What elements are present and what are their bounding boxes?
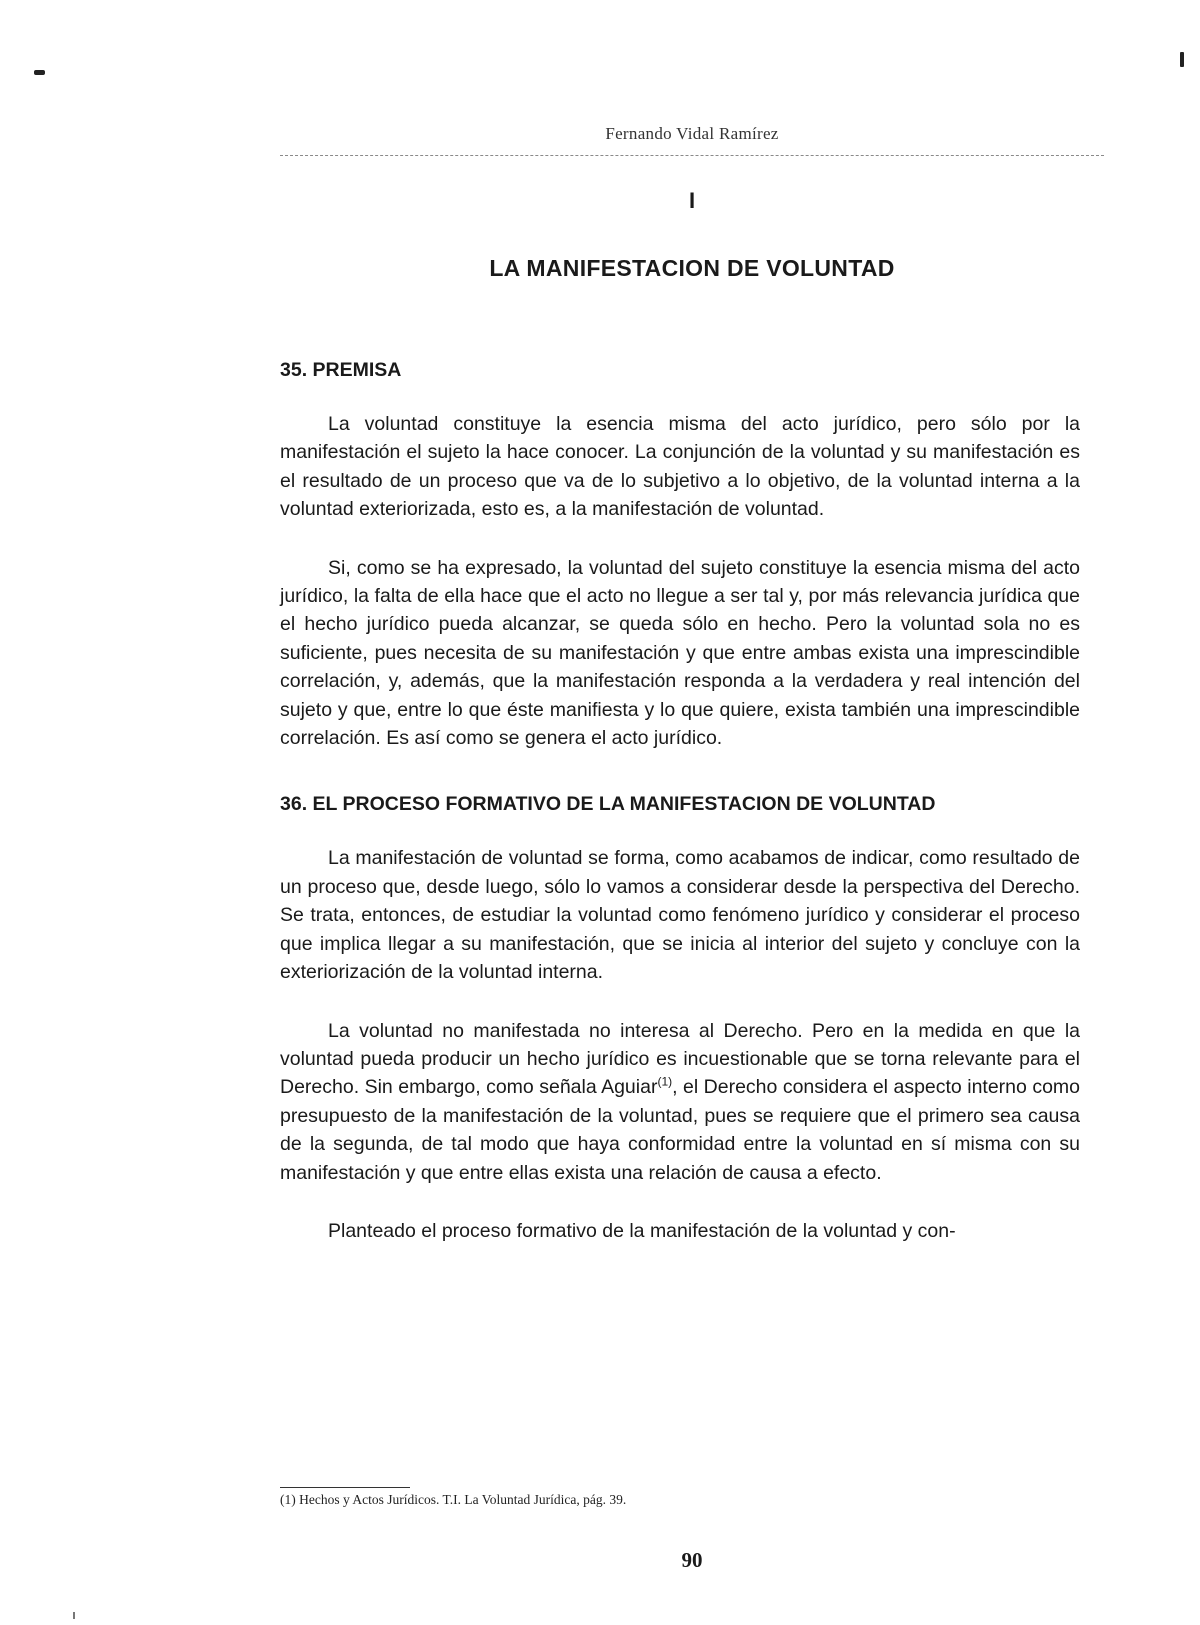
paragraph: Planteado el proceso formativo de la manifestación de la voluntad y con- xyxy=(328,1219,956,1242)
body-text xyxy=(280,358,1080,1245)
section-heading-proceso-formativo: 36. EL PROCESO FORMATIVO DE LA MANIFESTACION DE VOLUNTAD xyxy=(280,793,936,816)
scan-artifact-mark xyxy=(73,1612,75,1619)
paragraph-text: La voluntad no manifestada no interesa al Derecho. Pero en la medida en que la voluntad pueda producir un hecho jurídico es incuestionable que se torna relevante para el Derecho. Sin embargo, como señala Aguiar xyxy=(280,1019,1080,1099)
chapter-numeral: I xyxy=(688,188,696,213)
paragraph-with-footnote-ref xyxy=(280,1017,1080,1187)
footnote-rule xyxy=(280,1487,410,1488)
paragraph: Si, como se ha expresado, la voluntad del sujeto constituye la esencia misma del acto jurídico, la falta de ella hace que el acto no llegue a ser tal y, por más relevancia jurídica que el hecho jurídico pueda alcanzar, se queda sólo en hecho. Pero la voluntad sola no es suficiente, pues necesita de su manifestación y que entre ambas exista una imprescindible correlación, y, además, que la manifestación responda a la verdadera y real intención del sujeto y que, entre lo que éste manifiesta y lo que quiere, exista también una imprescindible correlación. Es así como se genera el acto jurídico. xyxy=(280,556,1080,750)
header-rule xyxy=(280,155,1104,156)
paragraph: La manifestación de voluntad se forma, como acabamos de indicar, como resultado de un proceso que, desde luego, sólo lo vamos a considerar desde la perspectiva del Derecho. Se trata, entonces, de estudiar la voluntad como fenómeno jurídico y considerar el proceso que implica llegar a su manifestación, que se inicia al interior del sujeto y concluye con la exteriorización de la voluntad interna. xyxy=(280,847,1080,984)
scan-artifact-mark xyxy=(34,70,45,75)
footnote-reference: (1) xyxy=(657,1074,673,1089)
footnote: (1) Hechos y Actos Jurídicos. T.I. La Voluntad Jurídica, pág. 39. xyxy=(280,1492,627,1507)
running-head: Fernando Vidal Ramírez xyxy=(605,124,779,143)
section-heading-premisa: 35. PREMISA xyxy=(280,359,402,381)
page-number: 90 xyxy=(681,1548,703,1572)
paragraph-text: , el Derecho considera el aspecto interno como presupuesto de la manifestación de la voluntad, pues se requiere que el primero sea causa de la segunda, de tal modo que haya conformidad entre la voluntad en sí misma con su manifestación y que entre ellas exista una relación de causa a efecto. xyxy=(280,1076,1081,1184)
paragraph: La voluntad constituye la esencia misma del acto jurídico, pero sólo por la manifestación el sujeto la hace conocer. La conjunción de la voluntad y su manifestación es el resultado de un proceso que va de lo subjetivo a lo objetivo, de la voluntad interna a la voluntad exteriorizada, esto es, a la manifestación de voluntad. xyxy=(280,413,1080,521)
scan-artifact-mark xyxy=(1180,52,1184,67)
chapter-title: LA MANIFESTACION DE VOLUNTAD xyxy=(489,255,895,281)
